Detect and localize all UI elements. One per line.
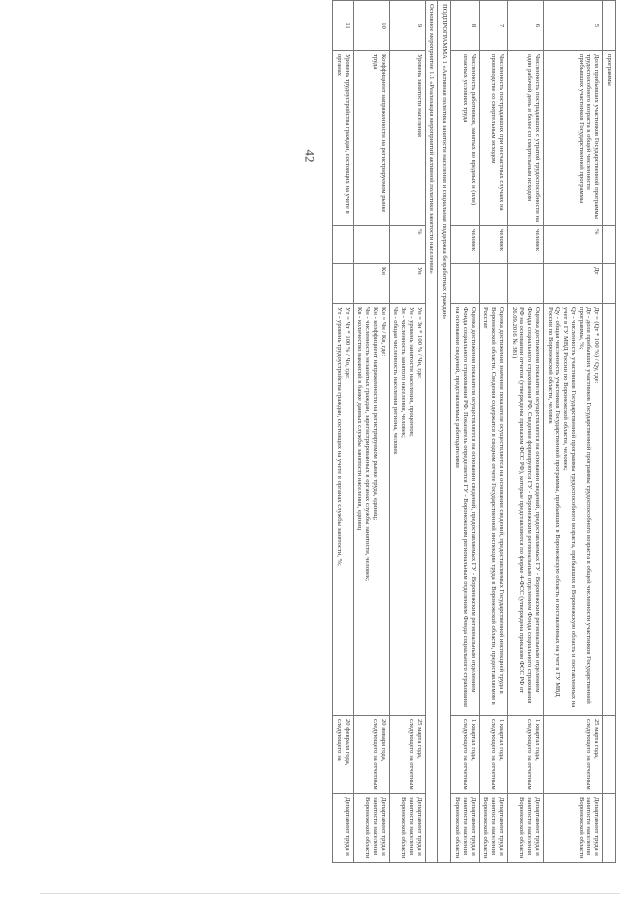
term: 1 квартал года, следующего за отчетным: [451, 716, 479, 794]
table-row: [543, 1, 602, 863]
page-edge-line: [40, 893, 620, 894]
table-row: [389, 1, 425, 863]
table-row: [603, 1, 616, 863]
symbol: Кн: [353, 264, 389, 304]
responsible: Департамент труда и занятости населения Воронежской области: [389, 794, 425, 863]
subprogram-row: [438, 1, 451, 863]
term: 20 февраля года, следующего за: [333, 716, 354, 794]
term: 25 марта года, следующего за отчетным: [543, 716, 602, 794]
indicator-name: Численность пострадавших при несчастных случаях на производстве со смертельным исходом: [479, 51, 507, 226]
method: Оценка достижения значения показателя осуществляется на основании сведений, предоставляемых Государственной инспекцией труда в Воронежской области. Сведения содержатся в сводном отчете Государственной инспекции труда в Воронежской области, предоставляемом в Росстат: [479, 304, 507, 716]
indicator-name: Коэффициент напряженности на регистрируемом рынке труда: [353, 51, 389, 226]
row-number: 10: [353, 1, 389, 51]
term: 20 января года, следующего за отчетным: [353, 716, 389, 794]
row-name: программы: [603, 51, 616, 226]
table-row: [479, 1, 507, 863]
symbol: [507, 264, 543, 304]
responsible: Департамент труда и занятости населения Воронежской области: [479, 794, 507, 863]
row-number: 7: [479, 1, 507, 51]
symbol: [333, 264, 354, 304]
symbol: [451, 264, 479, 304]
symbol: Дт: [543, 264, 602, 304]
term: 25 марта года, следующего за отчетным: [389, 716, 425, 794]
method: Ун = Зн * 100 % / Чн, где: Ун - уровень занятости населения, процентов; Зн - численность занятого населения, человек; Чн - общая численность населения региона, человек: [389, 304, 425, 716]
row-number: 11: [333, 1, 354, 51]
term: 1 квартал года, следующего за отчетным: [507, 716, 543, 794]
row-number: 6: [507, 1, 543, 51]
unit: человек: [507, 226, 543, 264]
subprogram-title: ПОДПРОГРАММА 1 «Активная политика занятости населения и социальная поддержка безработных граждан»: [438, 1, 451, 863]
responsible: Департамент труда и занятости населения Воронежской области: [451, 794, 479, 863]
method: Оценка достижения показателя осуществляется на основании сведений, предоставляемых ГУ - Воронежским региональным отделением Фонда социального страхования РФ. Показатель определяется ГУ - Воронежским региональным отделением Фонда социального страхования на основании сведений, представляемых работодателями: [451, 304, 479, 716]
table-row: [353, 1, 389, 863]
row-number: 9: [389, 1, 425, 51]
method: Кн = Чн / Кв, где: Кн - коэффициент напряженности на регистрируемом рынке труда, единиц; Чн - численность незанятых граждан, зарегистрированных в органах службы занятости, человек; Кв - количество вакансий в банке данных службы занятости населения, единиц: [353, 304, 389, 716]
indicator-name: Доля прибывших участников Государственной программы трудоспособного возраста в общей численности прибывших участников Государственной программы: [543, 51, 602, 226]
unit: человек: [451, 226, 479, 264]
unit: %: [389, 226, 425, 264]
indicator-name: Уровень занятости населения: [389, 51, 425, 226]
table-row: [451, 1, 479, 863]
method: Оценка достижения показателя осуществляется на основании сведений, предоставляемых ГУ - Воронежским региональным отделением Фонда социального страхования РФ. Сведения формируются ГУ - Воронежским региональным отделением Фонда социального страхования РФ на основании отчетов (утверждены приказом ФСС РФ), которые представляются по форме 4-ФСС (утверждена приказом ФСС РФ от 26.09.2016 № 381): [507, 304, 543, 716]
main-event-row: [425, 1, 438, 863]
responsible: Департамент труда и занятости населения Воронежской области: [507, 794, 543, 863]
method: Дт = (Qт * 100 %) / Qу, где: Дт - доля прибывших участников Государственной программы трудоспособного возраста в общей численности участников Государственной программы, %; Qт - численность участников Государственной программы трудоспособного возраста, прибывших в Воронежскую область и поставленных на учет в ГУ МВД России по Воронежской области, человек; Qу - общая численность участников Государственной программы, прибывших в Воронежскую область и поставленных на учет в ГУ МВД России по Воронежской области, человек: [543, 304, 602, 716]
indicator-name: Численность работников, занятых во вредных и (или) опасных условиях труда: [451, 51, 479, 226]
method: Ут = Чт * 100 % / Чо, где: Ут - уровень трудоустройства граждан, состоящих на учете в органах службы занятости, %;: [333, 304, 354, 716]
row-number: 5: [543, 1, 602, 51]
indicator-name: Численность пострадавших с утратой трудоспособности на один рабочий день и более со смертельным исходом: [507, 51, 543, 226]
responsible: Департамент труда и занятости населения Воронежской области: [543, 794, 602, 863]
unit: [333, 226, 354, 264]
main-event-title: Основное мероприятие 1.1 «Реализация мероприятий активной политики занятости населения»: [425, 1, 438, 863]
unit: [353, 226, 389, 264]
symbol: Ун: [389, 264, 425, 304]
row-number: 8: [451, 1, 479, 51]
indicators-table: [332, 0, 616, 863]
responsible: Департамент труда и занятости населения Воронежской области: [353, 794, 389, 863]
unit: человек: [479, 226, 507, 264]
unit: %: [543, 226, 602, 264]
page-number: 42: [302, 149, 318, 163]
table-row: [333, 1, 354, 863]
responsible: Департамент труда и: [333, 794, 354, 863]
indicator-name: Уровень трудоустройства граждан, состоящих на учете в органах: [333, 51, 354, 226]
term: 1 квартал года, следующего за отчетным: [479, 716, 507, 794]
symbol: [479, 264, 507, 304]
table-row: [507, 1, 543, 863]
